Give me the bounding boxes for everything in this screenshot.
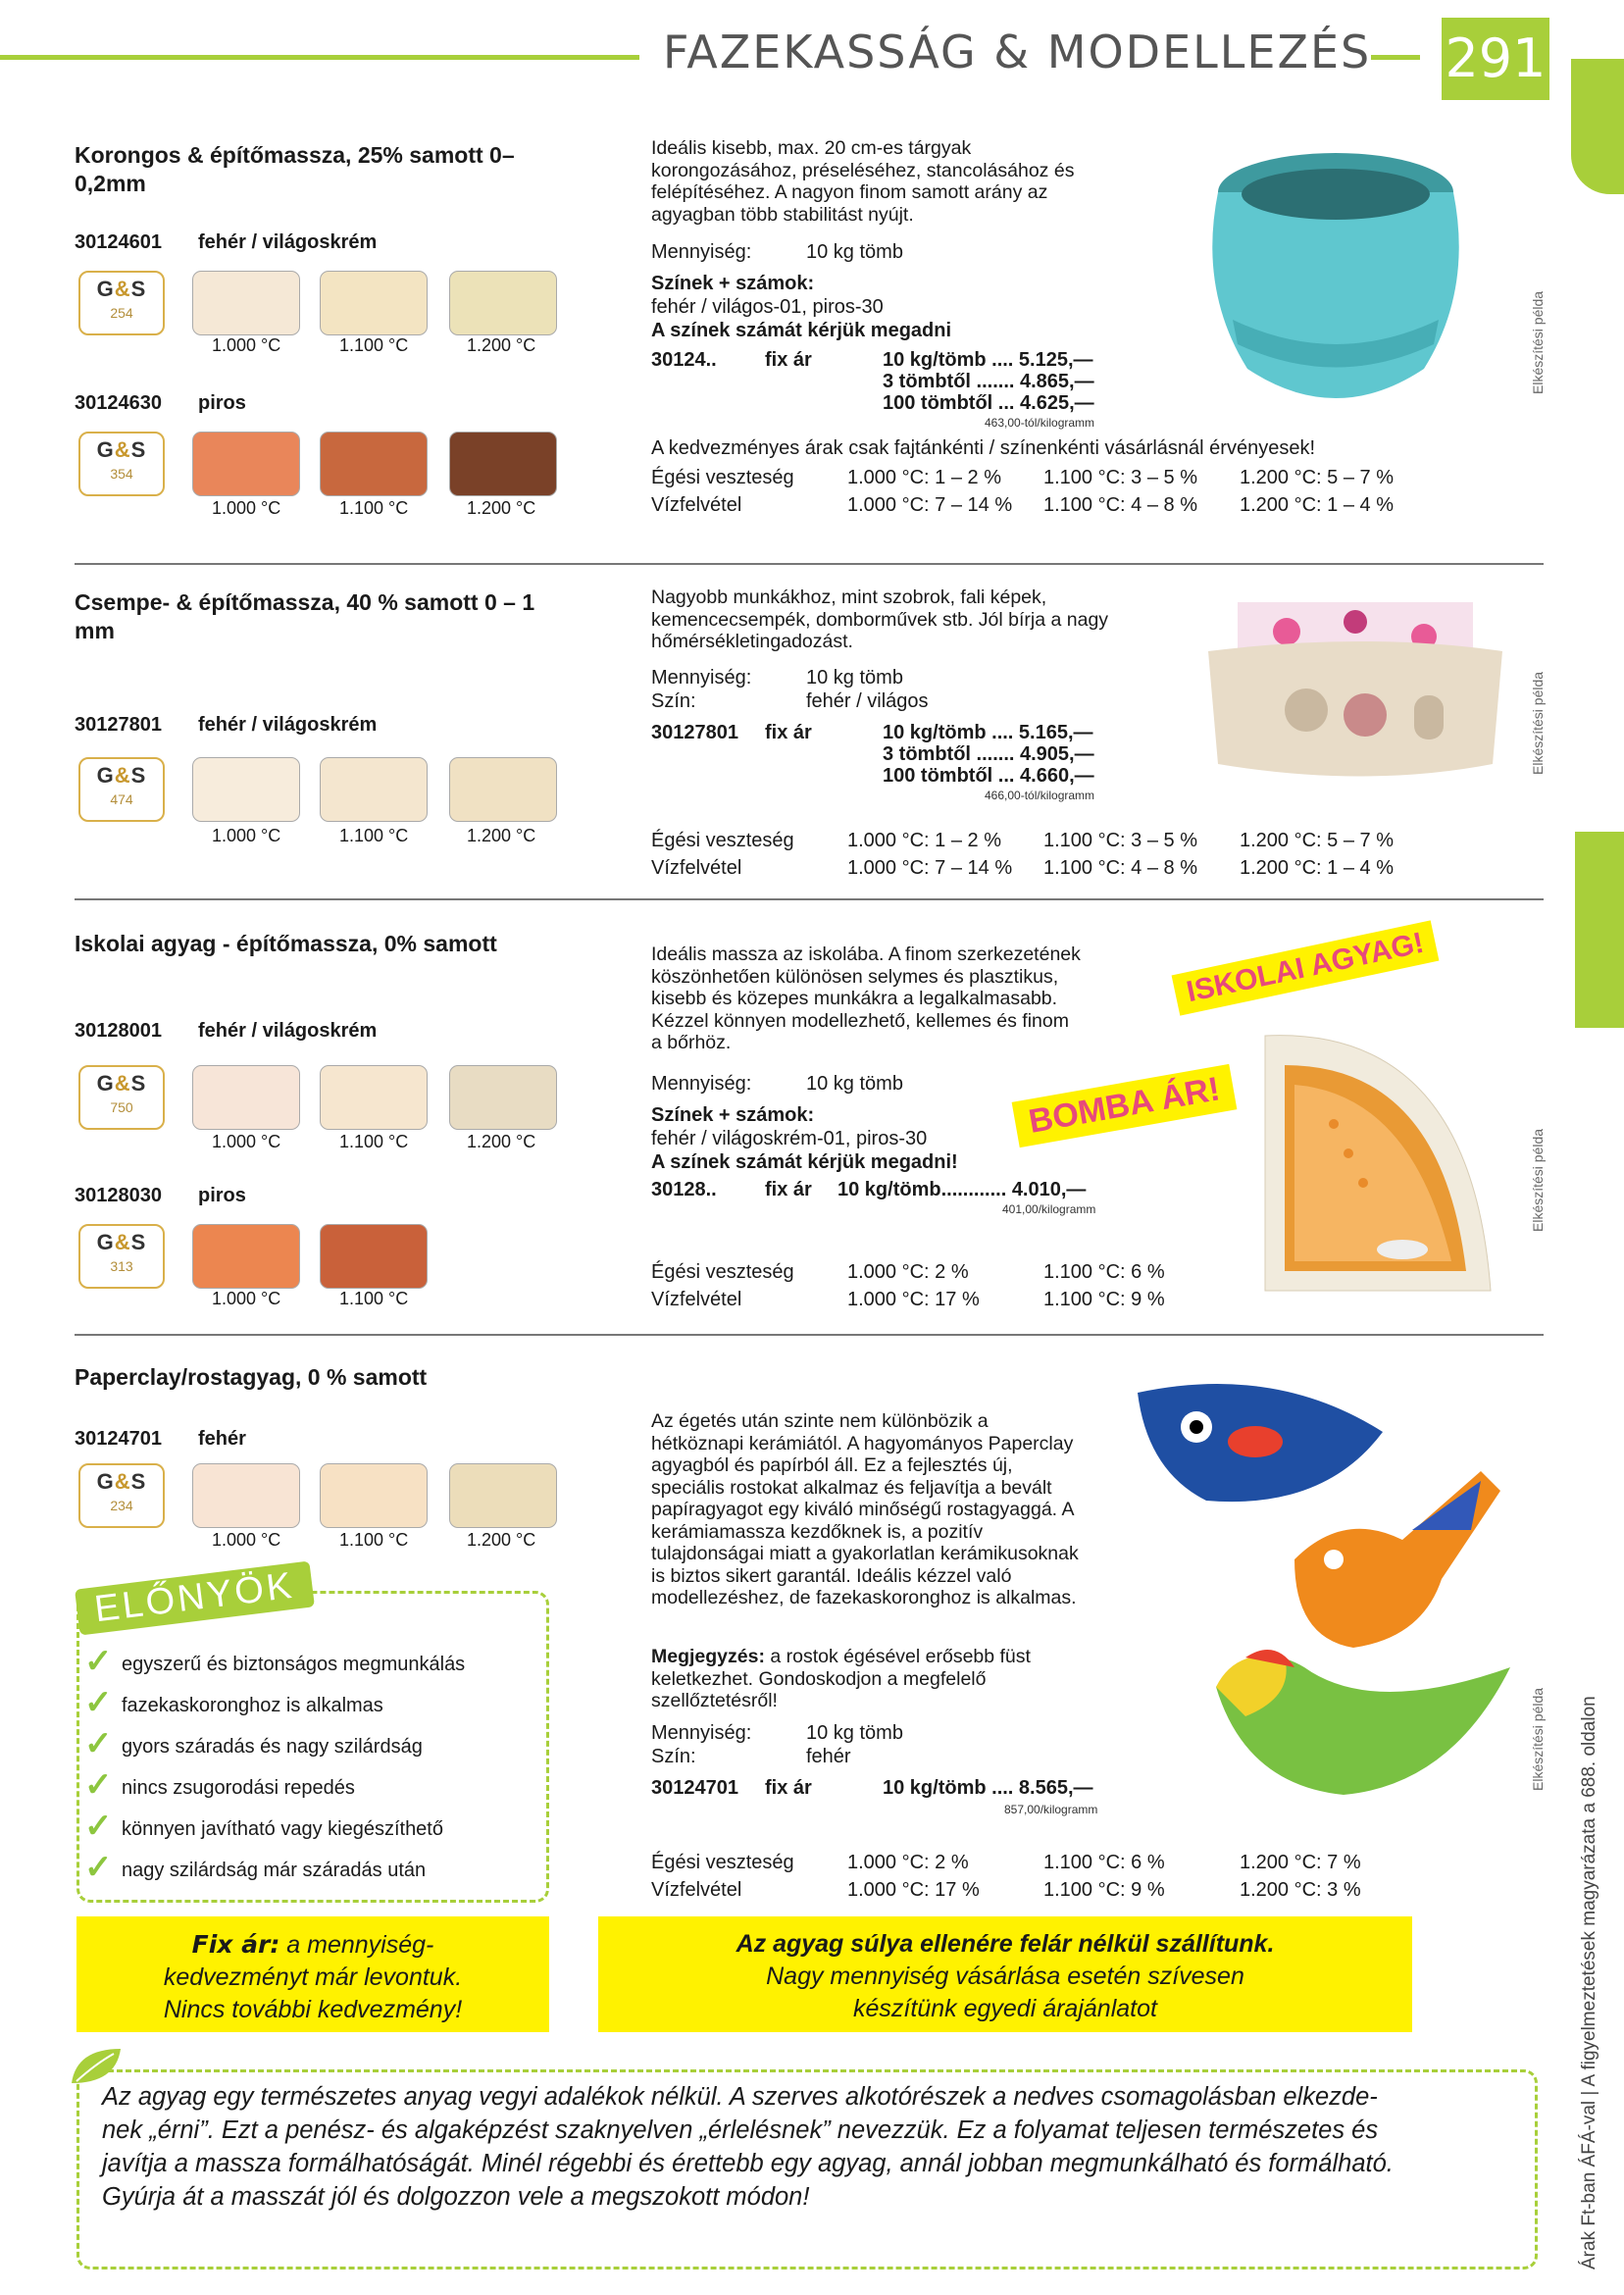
swatch [192,271,300,335]
swatch [320,1065,428,1130]
color-value: fehér / világos [806,690,929,712]
variant-code: 30124701 [75,1428,162,1450]
order-code: 30124701 [651,1777,738,1799]
shipping-line1: Az agyag súlya ellenére felár nélkül szállítunk. [736,1930,1275,1958]
water-1: 1.000 °C: 17 % [847,1289,980,1310]
water-label: Vízfelvétel [651,1289,742,1310]
side-tab-top [1571,59,1624,194]
variant-name: fehér [198,1428,246,1450]
temp-label: 1.000 °C [212,826,281,845]
loss-1: 1.000 °C: 1 – 2 % [847,467,1001,488]
qty-label: Mennyiség: [651,1073,752,1095]
product-4-note [651,1646,1083,1712]
page-title: FAZEKASSÁG & MODELLEZÉS [663,26,1372,78]
product-1-title: Korongos & építőmassza, 25% samott 0–0,2mm [75,142,515,196]
water-1: 1.000 °C: 7 – 14 % [847,857,1013,879]
product-3-title: Iskolai agyag - építőmassza, 0% samott [75,931,497,956]
variant-2-code: 30124630 [75,392,162,414]
candle-holder-image [1255,1006,1510,1300]
water-label: Vízfelvétel [651,1879,742,1901]
footer-line4: Gyúrja át a masszát jól és dolgozzon vele a megszokott módon! [102,2183,810,2211]
temp-label: 1.200 °C [467,335,536,355]
loss-2: 1.100 °C: 6 % [1043,1852,1165,1873]
brand-logo: G&S 354 [78,432,165,496]
swatch [192,757,300,822]
variant-1-code: 30124601 [75,231,162,253]
variant-2-name: piros [198,1185,246,1206]
section-divider [75,898,1544,900]
brand-logo: G&S 474 [78,757,165,822]
fix-price-line3: Nincs további kedvezmény! [163,1996,463,2023]
unit-price: 857,00/kilogramm [1004,1803,1098,1816]
page-number: 291 [1442,18,1549,100]
water-2: 1.100 °C: 4 – 8 % [1043,494,1197,516]
school-clay-badge: ISKOLAI AGYAG! [1172,920,1440,1015]
temp-label: 1.000 °C [212,335,281,355]
check-icon: ✓ [84,1725,113,1762]
price-3: 100 tömbtől ... 4.625,— [883,392,1094,414]
brand-logo: G&S 234 [78,1463,165,1528]
fix-price-label: fix ár [765,1777,812,1799]
order-note: A színek számát kérjük megadni [651,320,952,341]
loss-3: 1.200 °C: 5 – 7 % [1240,467,1394,488]
brand-logo: G&S 750 [78,1065,165,1130]
price-2: 3 tömbtől ....... 4.905,— [883,743,1094,765]
temp-label: 1.100 °C [339,1132,409,1151]
loss-2: 1.100 °C: 6 % [1043,1261,1165,1283]
qty-value: 10 kg tömb [806,241,903,263]
unit-price: 463,00-tól/kilogramm [985,416,1095,430]
turquoise-pot-image [1189,133,1483,428]
order-note: A színek számát kérjük megadni! [651,1151,958,1173]
temp-label: 1.100 °C [339,1289,409,1308]
loss-label: Égési veszteség [651,830,794,851]
color-label: Szín: [651,1746,696,1767]
fix-price-box [76,1916,549,2032]
brand-logo: G&S 254 [78,271,165,335]
fix-price-label: fix ár [765,349,812,371]
vertical-note: Árak Ft-ban ÁFÁ-val | A figyelmeztetések magyarázata a 688. oldalon [1579,1696,1599,2270]
advantage-item: gyors száradás és nagy szilárdság [122,1736,423,1758]
section-divider [75,563,1544,565]
section-divider [75,1334,1544,1336]
footer-line2: nek „érni”. Ezt a penész- és algaképzést szaknyelven „érlelésnek” nevezzük. Ez a folyamat teljesen természetes és [102,2116,1379,2144]
price-1: 10 kg/tömb .... 5.125,— [883,349,1093,371]
qty-value: 10 kg tömb [806,1073,903,1095]
swatch [449,1463,557,1528]
bomb-price-badge: BOMBA ÁR! [1012,1064,1238,1148]
loss-label: Égési veszteség [651,1261,794,1283]
footer-line3: javítja a massza formálhatóságát. Minél régebbi és érettebb egy agyag, annál jobban megmunkálható és formálható. [102,2150,1394,2177]
variant-1-name: fehér / világoskrém [198,1020,378,1042]
temp-label: 1.100 °C [339,335,409,355]
swatch [449,757,557,822]
swatch [192,1065,300,1130]
temp-label: 1.000 °C [212,1132,281,1151]
water-1: 1.000 °C: 7 – 14 % [847,494,1013,516]
advantage-item: nagy szilárdság már száradás után [122,1860,427,1881]
water-label: Vízfelvétel [651,857,742,879]
price: 10 kg/tömb............ 4.010,— [837,1179,1087,1200]
loss-2: 1.100 °C: 3 – 5 % [1043,830,1197,851]
temp-label: 1.000 °C [212,498,281,518]
loss-2: 1.100 °C: 3 – 5 % [1043,467,1197,488]
check-icon: ✓ [84,1849,113,1886]
color-value: fehér [806,1746,851,1767]
swatch [449,1065,557,1130]
temp-label: 1.100 °C [339,498,409,518]
water-3: 1.200 °C: 1 – 4 % [1240,494,1394,516]
qty-value: 10 kg tömb [806,667,903,688]
variant-name: fehér / világoskrém [198,714,378,736]
check-icon: ✓ [84,1808,113,1845]
product-2-title: Csempe- & építőmassza, 40 % samott 0 – 1 mm [75,589,535,643]
swatch [192,1224,300,1289]
loss-1: 1.000 °C: 2 % [847,1852,969,1873]
check-icon: ✓ [84,1643,113,1680]
water-2: 1.100 °C: 4 – 8 % [1043,857,1197,879]
check-icon: ✓ [84,1766,113,1804]
order-code: 30127801 [651,722,738,743]
qty-label: Mennyiség: [651,667,752,688]
price-1: 10 kg/tömb .... 5.165,— [883,722,1093,743]
order-code: 30124.. [651,349,717,371]
swatch [320,1224,428,1289]
variant-2-name: piros [198,392,246,414]
swatch [320,757,428,822]
temp-label: 1.200 °C [467,498,536,518]
note-text: a rostok égésével erősebb füst keletkezhet. Gondoskodjon a megfelelő szellőztetésről! [651,1646,1031,1711]
example-label: Elkészítési példa [1530,1687,1546,1791]
price-2: 3 tömbtől ....... 4.865,— [883,371,1094,392]
check-icon: ✓ [84,1684,113,1721]
fix-price-label: fix ár [765,1179,812,1200]
side-tab-mid [1575,832,1624,1028]
swatch [192,432,300,496]
temp-label: 1.000 °C [212,1289,281,1308]
advantage-item: könnyen javítható vagy kiegészíthető [122,1818,443,1840]
temp-label: 1.200 °C [467,1530,536,1550]
header-line-right [1371,55,1420,60]
shipping-box [598,1916,1412,2032]
loss-1: 1.000 °C: 2 % [847,1261,969,1283]
advantage-item: nincs zsugorodási repedés [122,1777,355,1799]
product-3-description: Ideális massza az iskolába. A finom szerkezetének köszönhetően különösen selymes és plasztikus, kisebb és közepes munkákra a legalkalmasabb. Kézzel könnyen modellezhető, kellemes és finom a bőrhöz. [651,944,1081,1053]
note-label: Megjegyzés: [651,1646,765,1667]
product-2-description: Nagyobb munkákhoz, mint szobrok, fali képek, kemencecsempék, domborművek stb. Jól bírja a nagy hőmérsékletingadozást. [651,586,1109,652]
shipping-line2: Nagy mennyiség vásárlása esetén szívesen [766,1963,1244,1990]
unit-price: 466,00-tól/kilogramm [985,789,1095,802]
temp-label: 1.100 °C [339,826,409,845]
temp-label: 1.100 °C [339,1530,409,1550]
advantage-item: fazekaskoronghoz is alkalmas [122,1695,383,1716]
swatch [449,432,557,496]
water-2: 1.100 °C: 9 % [1043,1289,1165,1310]
loss-1: 1.000 °C: 1 – 2 % [847,830,1001,851]
qty-label: Mennyiség: [651,241,752,263]
advantages-title: ELŐNYÖK [75,1561,315,1636]
advantage-item: egyszerű és biztonságos megmunkálás [122,1654,466,1675]
product-1-description: Ideális kisebb, max. 20 cm-es tárgyak korongozásához, préseléséhez, stancolásához és felépítéséhez. A nagyon finom samott arány az agyagban több stabilitást nyújt. [651,137,1075,226]
ceramic-birds-image [1128,1373,1520,1834]
fix-price-line1: a mennyiség- [279,1931,434,1959]
example-label: Elkészítési példa [1530,1128,1546,1232]
water-3: 1.200 °C: 3 % [1240,1879,1361,1901]
product-4-title: Paperclay/rostagyag, 0 % samott [75,1364,428,1390]
temp-label: 1.000 °C [212,1530,281,1550]
variant-1-name: fehér / világoskrém [198,231,378,253]
price: 10 kg/tömb .... 8.565,— [883,1777,1093,1799]
product-4-description: Az égetés után szinte nem különbözik a hétköznapi kerámiától. A hagyományos Paperclay agyagból és papírból áll. Ez a fejlesztés új, speciális rostokat alkalmaz és feljavítja a bevált papíragyagot egy kiváló minőségű rostagyaggá. A kerámiamassza kezdőknek is, a pozitív tulajdonságai miatt a gyakorlatlan kerámikusoknak is biztos sikert garantál. Ideális kézzel való modellezéshez, de fazekaskoronghoz is alkalmas. [651,1410,1079,1608]
colors-label: Színek + számok: [651,1104,815,1126]
swatch [449,271,557,335]
swatch [192,1463,300,1528]
clay-box-image [1198,592,1522,789]
colors-value: fehér / világos-01, piros-30 [651,296,884,318]
water-2: 1.100 °C: 9 % [1043,1879,1165,1901]
brand-logo: G&S 313 [78,1224,165,1289]
order-code: 30128.. [651,1179,717,1200]
temp-label: 1.200 °C [467,1132,536,1151]
fix-price-label: fix ár [765,722,812,743]
colors-value: fehér / világoskrém-01, piros-30 [651,1128,928,1149]
price-3: 100 tömbtől ... 4.660,— [883,765,1094,787]
swatch [320,271,428,335]
example-label: Elkészítési példa [1530,671,1546,775]
variant-code: 30127801 [75,714,162,736]
water-3: 1.200 °C: 1 – 4 % [1240,857,1394,879]
loss-label: Égési veszteség [651,467,794,488]
swatch [320,1463,428,1528]
shipping-line3: készítünk egyedi árajánlatot [853,1995,1157,2022]
loss-label: Égési veszteség [651,1852,794,1873]
variant-2-code: 30128030 [75,1185,162,1206]
loss-3: 1.200 °C: 5 – 7 % [1240,830,1394,851]
color-label: Szín: [651,690,696,712]
fix-price-line2: kedvezményt már levontuk. [163,1964,463,1991]
temp-label: 1.200 °C [467,826,536,845]
colors-label: Színek + számok: [651,273,815,294]
swatch [320,432,428,496]
unit-price: 401,00/kilogramm [1002,1202,1096,1216]
variant-1-code: 30128001 [75,1020,162,1042]
qty-label: Mennyiség: [651,1722,752,1744]
water-label: Vízfelvétel [651,494,742,516]
discount-note: A kedvezményes árak csak fajtánkénti / színenkénti vásárlásnál érvényesek! [651,437,1316,459]
loss-3: 1.200 °C: 7 % [1240,1852,1361,1873]
footer-line1: Az agyag egy természetes anyag vegyi adalékok nélkül. A szerves alkotórészek a nedves csomagolásban elkezde- [102,2083,1378,2111]
water-1: 1.000 °C: 17 % [847,1879,980,1901]
qty-value: 10 kg tömb [806,1722,903,1744]
example-label: Elkészítési példa [1530,290,1546,394]
fix-price-heading: Fix ár: [191,1930,280,1959]
header-line-left [0,55,639,60]
